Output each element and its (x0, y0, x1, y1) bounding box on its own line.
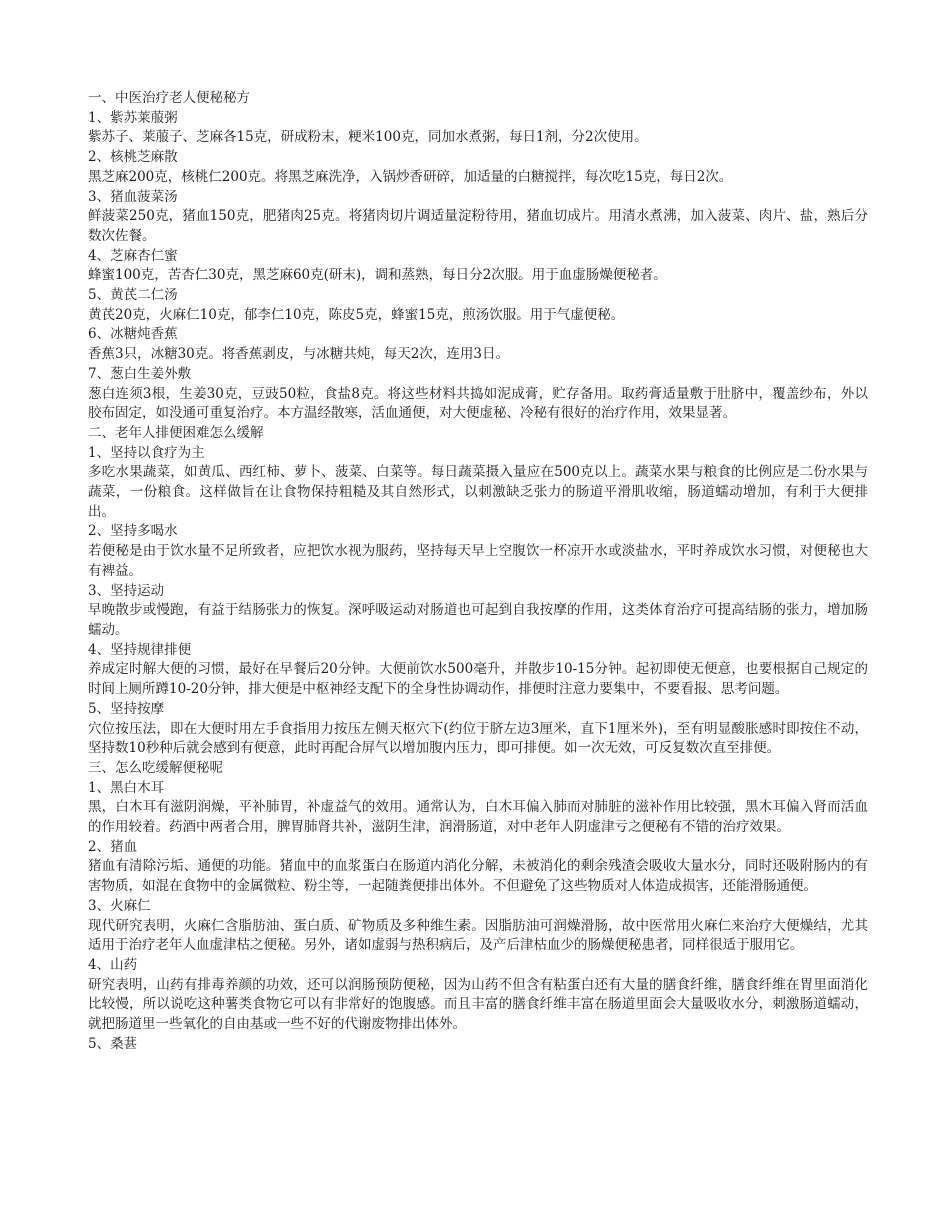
item-text: 葱白连须3根，生姜30克，豆豉50粒，食盐8克。将这些材料共捣如泥成膏，贮存备用。取药膏适量敷于肚脐中，覆盖纱布，外以胶布固定，如没通可重复治疗。本方温经散寒，活血通便，对大便虚秘、冷秘有很好的治疗作用，效果显著。 (88, 385, 868, 422)
item-text: 黑芝麻200克，核桃仁200克。将黑芝麻洗净，入锅炒香研碎，加适量的白糖搅拌，每次吃15克，每日2次。 (88, 168, 733, 185)
item-text: 香蕉3只，冰糖30克。将香蕉剥皮，与冰糖共炖，每天2次，连用3日。 (88, 346, 509, 363)
item-heading: 2、核桃芝麻散 (88, 149, 178, 166)
item-heading: 2、坚持多喝水 (88, 523, 178, 540)
item-heading: 4、芝麻杏仁蜜 (88, 247, 178, 264)
item-text: 猪血有清除污垢、通便的功能。猪血中的血浆蛋白在肠道内消化分解，未被消化的剩余残渣会吸收大量水分，同时还吸附肠内的有害物质，如混在食物中的金属微粒、粉尘等，一起随粪便排出体外。不但避免了这些物质对人体造成损害，还能滑肠通便。 (88, 858, 868, 895)
item-heading: 1、黑白木耳 (88, 779, 165, 796)
item-text: 黑，白木耳有滋阴润燥，平补肺胃，补虚益气的效用。通常认为，白木耳偏入肺而对肺脏的滋补作用比较强，黑木耳偏入肾而活血的作用较着。药酒中两者合用，脾胃肺肾共补，滋阴生津，润滑肠道，对中老年人阴虚津亏之便秘有不错的治疗效果。 (88, 799, 868, 836)
item-heading: 4、山药 (88, 956, 138, 973)
document-body (88, 89, 868, 1054)
section-title: 一、中医治疗老人便秘秘方 (88, 90, 250, 106)
item-heading: 3、火麻仁 (88, 897, 151, 914)
item-heading: 5、坚持按摩 (88, 700, 165, 717)
item-text: 蜂蜜100克，苦杏仁30克，黑芝麻60克(研末)，调和蒸熟，每日分2次服。用于血虚肠燥便秘者。 (88, 267, 667, 284)
item-heading: 5、黄芪二仁汤 (88, 287, 178, 304)
item-heading: 1、坚持以食疗为主 (88, 444, 205, 461)
item-text: 早晚散步或慢跑，有益于结肠张力的恢复。深呼吸运动对肠道也可起到自我按摩的作用，这类体育治疗可提高结肠的张力，增加肠蠕动。 (88, 602, 868, 638)
item-text: 养成定时解大便的习惯，最好在早餐后20分钟。大便前饮水500毫升，并散步10-15分钟。起初即使无便意，也要根据自己规定的时间上厕所蹲10-20分钟，排大便是中枢神经支配下的全身性协调动作，排便时注意力要集中，不要看报、思考问题。 (88, 661, 868, 698)
item-heading: 7、葱白生姜外敷 (88, 365, 192, 382)
item-heading: 3、坚持运动 (88, 582, 165, 599)
item-text: 现代研究表明，火麻仁含脂肪油、蛋白质、矿物质及多种维生素。因脂肪油可润燥滑肠，故中医常用火麻仁来治疗大便燥结，尤其适用于治疗老年人血虚津枯之便秘。另外，诸如虚弱与热积病后，及产后津枯血少的肠燥便秘患者，同样很适于服用它。 (88, 917, 868, 954)
item-heading: 6、冰糖炖香蕉 (88, 326, 178, 343)
item-heading: 3、猪血菠菜汤 (88, 188, 178, 205)
section-title: 二、老年人排便困难怎么缓解 (88, 424, 264, 441)
item-text: 紫苏子、莱菔子、芝麻各15克，研成粉末，粳米100克，同加水煮粥，每日1剂，分2次使用。 (88, 129, 648, 146)
item-text: 黄芪20克，火麻仁10克，郁李仁10克，陈皮5克，蜂蜜15克，煎汤饮服。用于气虚便秘。 (88, 306, 625, 323)
item-heading: 5、桑葚 (88, 1035, 138, 1052)
item-heading: 4、坚持规律排便 (88, 641, 192, 658)
item-text: 穴位按压法，即在大便时用左手食指用力按压左侧天枢穴下(约位于脐左边3厘米，直下1厘米外)，至有明显酸胀感时即按住不动，坚持数10秒种后就会感到有便意，此时再配合屏气以增加腹内压力，即可排便。如一次无效，可反复数次直至排便。 (88, 720, 868, 757)
item-heading: 2、猪血 (88, 838, 138, 855)
item-text: 若便秘是由于饮水量不足所致者，应把饮水视为服药，坚持每天早上空腹饮一杯凉开水或淡盐水，平时养成饮水习惯，对便秘也大有裨益。 (88, 543, 868, 579)
item-text: 研究表明，山药有排毒养颜的功效，还可以润肠预防便秘，因为山药不但含有粘蛋白还有大量的膳食纤维，膳食纤维在胃里面消化比较慢，所以说吃这种薯类食物它可以有非常好的饱腹感。而且丰富的膳食纤维丰富在肠道里面会大量吸收水分，刺激肠道蠕动，就把肠道里一些氧化的自由基或一些不好的代谢废物排出体外。 (88, 976, 868, 1033)
item-heading: 1、紫苏莱菔粥 (88, 109, 178, 126)
section-title: 三、怎么吃缓解便秘呢 (88, 759, 223, 776)
item-text: 多吃水果蔬菜，如黄瓜、西红柿、萝卜、菠菜、白菜等。每日蔬菜摄入量应在500克以上。蔬菜水果与粮食的比例应是二份水果与蔬菜，一份粮食。这样做旨在让食物保持粗糙及其自然形式，以刺激缺乏张力的肠道平滑肌收缩，肠道蠕动增加，有利于大便排出。 (88, 464, 868, 520)
item-text: 鲜菠菜250克，猪血150克，肥猪肉25克。将猪肉切片调适量淀粉待用，猪血切成片。用清水煮沸，加入菠菜、肉片、盐，熟后分数次佐餐。 (88, 208, 868, 244)
